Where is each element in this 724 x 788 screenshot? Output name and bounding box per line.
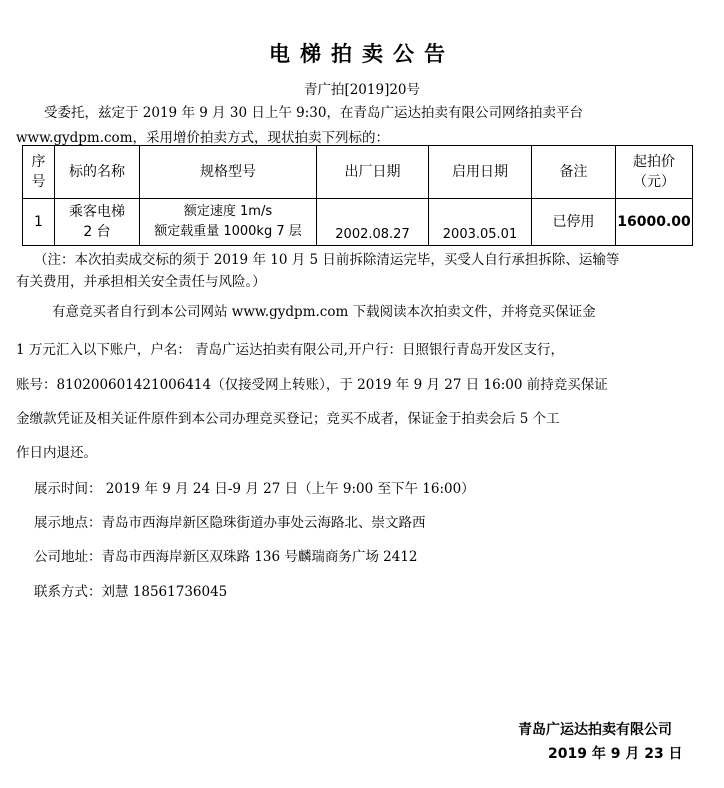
cell-spec: 额定速度 1m/s 额定载重量 1000kg 7 层 xyxy=(140,199,317,246)
note-line-1: （注：本次拍卖成交标的须于 2019 年 10 月 5 日前拆除清运完毕，买受人自行承担拆除、运输等 xyxy=(34,252,620,268)
header-remark: 备注 xyxy=(532,146,616,199)
header-start-date: 启用日期 xyxy=(429,146,532,199)
header-factory-date: 出厂日期 xyxy=(317,146,429,199)
cell-start-date: 2003.05.01 xyxy=(429,199,532,246)
cell-factory-date: 2002.08.27 xyxy=(317,199,429,246)
header-no: 序 号 xyxy=(23,146,55,199)
table-header-row xyxy=(23,146,693,199)
contact-info: 联系方式：刘慧 18561736045 xyxy=(34,584,228,600)
show-place: 展示地点：青岛市西海岸新区隐珠街道办事处云海路北、崇文路西 xyxy=(34,515,426,531)
body-line-3: 账号：810200601421006414（仅接受网上转账），于 2019 年 9 月 27 日 16:00 前持竞买保证 xyxy=(16,377,608,393)
cell-name: 乘客电梯 2 台 xyxy=(55,199,140,246)
company-address: 公司地址：青岛市西海岸新区双珠路 136 号麟瑞商务广场 2412 xyxy=(34,549,418,565)
note-line-2: 有关费用，并承担相关安全责任与风险。） xyxy=(16,274,266,290)
header-spec: 规格型号 xyxy=(140,146,317,199)
cell-remark: 已停用 xyxy=(532,199,616,246)
body-line-4: 金缴款凭证及相关证件原件到本公司办理竞买登记；竞买不成者，保证金于拍卖会后 5 个工 xyxy=(16,411,560,427)
signature-date: 2019 年 9 月 23 日 xyxy=(548,746,683,762)
signature-company: 青岛广运达拍卖有限公司 xyxy=(518,722,672,738)
table-row xyxy=(23,199,693,246)
show-time: 展示时间： 2019 年 9 月 24 日-9 月 27 日（上午 9:00 至下午 16:00） xyxy=(34,481,475,497)
body-line-1: 有意竞买者自行到本公司网站 www.gydpm.com 下载阅读本次拍卖文件，并将竞买保证金 xyxy=(52,304,596,320)
page-title: 电梯拍卖公告 xyxy=(269,42,455,66)
intro-line-1: 受委托，兹定于 2019 年 9 月 30 日上午 9:30，在青岛广运达拍卖有限公司网络拍卖平台 xyxy=(44,105,583,121)
body-line-2: 1 万元汇入以下账户，户名： 青岛广运达拍卖有限公司,开户行：日照银行青岛开发区支行， xyxy=(16,342,564,358)
intro-line-2: www.gydpm.com，采用增价拍卖方式，现状拍卖下列标的： xyxy=(16,130,389,146)
header-price: 起拍价 （元） xyxy=(616,146,693,199)
cell-price: 16000.00 xyxy=(616,199,693,246)
body-line-5: 作日内退还。 xyxy=(16,445,97,461)
auction-items-table xyxy=(22,145,693,246)
header-name: 标的名称 xyxy=(55,146,140,199)
document-number: 青广拍[2019]20号 xyxy=(303,82,421,98)
cell-no: 1 xyxy=(23,199,55,246)
